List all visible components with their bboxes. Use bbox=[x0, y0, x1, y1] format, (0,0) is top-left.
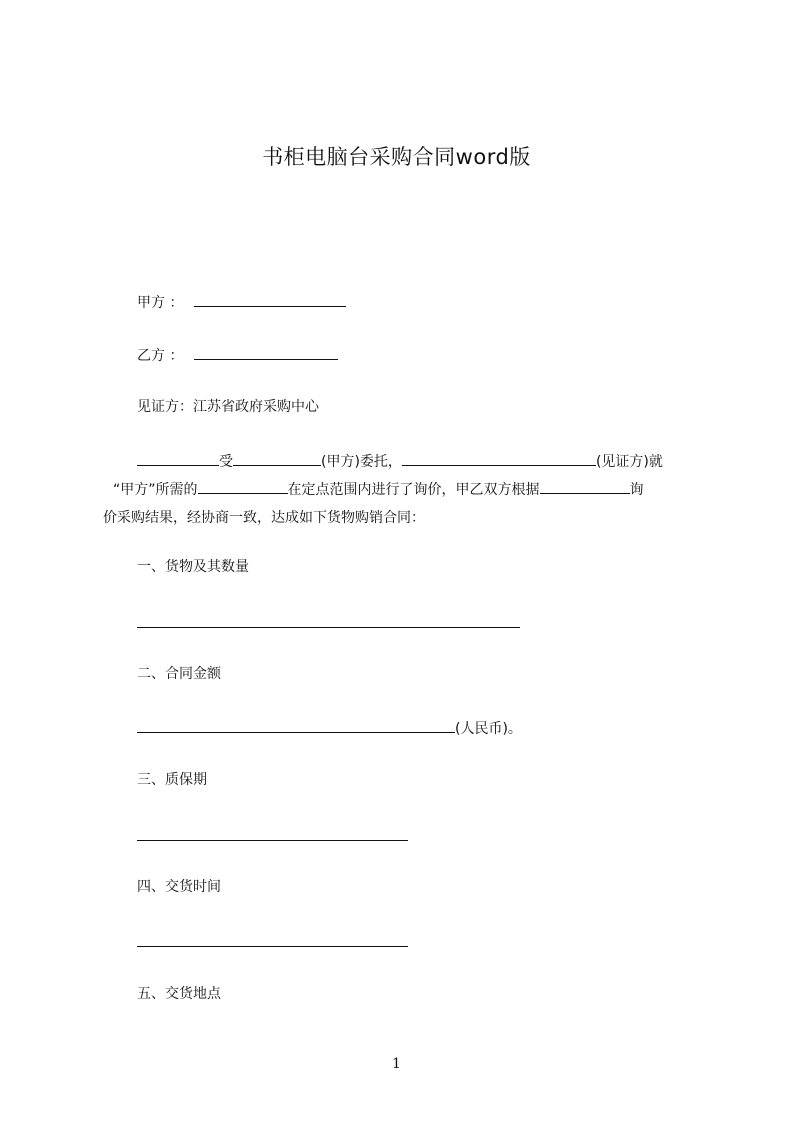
currency-suffix: (人民币)。 bbox=[455, 721, 522, 737]
party-b-blank bbox=[194, 345, 338, 360]
paragraph-row-2 bbox=[103, 476, 700, 504]
page-number: 1 bbox=[392, 1056, 401, 1072]
warranty-blank bbox=[137, 840, 408, 841]
party-a-label: 甲方 ： bbox=[137, 295, 184, 311]
section-delivery-time: 四、交货时间 bbox=[137, 879, 221, 895]
goods-quantity-blank bbox=[137, 627, 520, 628]
paragraph-text: 受 bbox=[219, 454, 233, 470]
blank-basis bbox=[540, 479, 630, 494]
paragraph-row-3: 价采购结果，经协商一致，达成如下货物购销合同： bbox=[103, 510, 425, 526]
delivery-time-blank bbox=[137, 946, 408, 947]
party-b-line bbox=[137, 345, 338, 365]
section-delivery-place: 五、交货地点 bbox=[137, 986, 221, 1002]
document-title: 书柜电脑台采购合同word版 bbox=[262, 145, 531, 169]
paragraph-text: 在定点范围内进行了询价，甲乙双方根据 bbox=[287, 482, 540, 498]
paragraph-row-1 bbox=[103, 448, 700, 476]
blank-entrusted-party bbox=[137, 451, 219, 466]
paragraph-text: (见证方)就 bbox=[595, 454, 663, 470]
blank-witness bbox=[402, 451, 596, 466]
blank-party-a bbox=[233, 451, 321, 466]
paragraph-text: 询 bbox=[629, 482, 644, 498]
entrustment-paragraph bbox=[103, 448, 700, 532]
witness-line: 见证方：江苏省政府采购中心 bbox=[137, 399, 319, 415]
section-warranty: 三、质保期 bbox=[137, 772, 207, 788]
contract-amount-blank bbox=[137, 718, 455, 733]
contract-amount-line bbox=[137, 718, 522, 738]
section-goods-quantity: 一、货物及其数量 bbox=[137, 559, 249, 575]
paragraph-text: “甲方”所需的 bbox=[113, 482, 198, 498]
party-b-label: 乙方 ： bbox=[137, 348, 184, 364]
blank-goods bbox=[198, 479, 288, 494]
party-a-blank bbox=[194, 292, 346, 307]
paragraph-text: (甲方)委托， bbox=[321, 454, 402, 470]
section-contract-amount: 二、合同金额 bbox=[137, 666, 221, 682]
party-a-line bbox=[137, 292, 346, 312]
